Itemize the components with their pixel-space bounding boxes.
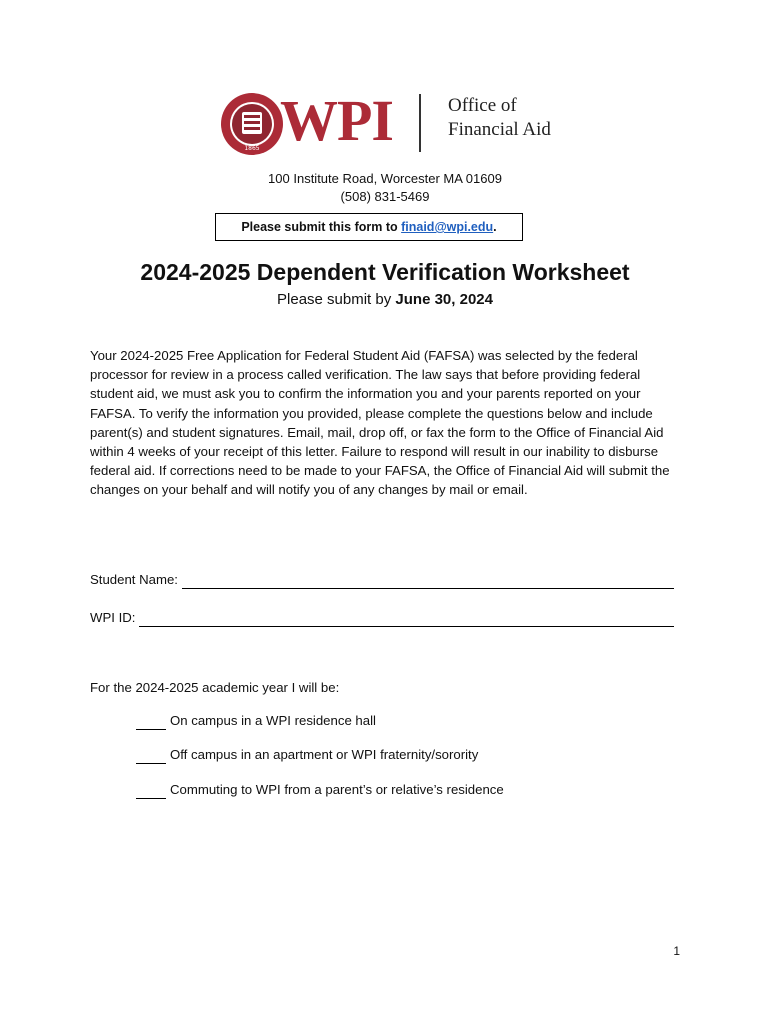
housing-option-blank[interactable] bbox=[136, 784, 166, 799]
deadline-date: June 30, 2024 bbox=[395, 291, 493, 308]
housing-option-label: On campus in a WPI residence hall bbox=[170, 713, 376, 728]
body-paragraph: Your 2024-2025 Free Application for Federal Student Aid (FAFSA) was selected by the federal processor for review in a process called verification. The law says that before providing federal student aid, we must ask you to confirm the information you and your parents reported on your FAFSA. To verify the information you provided, please complete the questions below and include parent(s) and student signatures. Email, mail, drop off, or fax the form to the Office of Financial Aid within 4 weeks of your receipt of this letter. Failure to respond will result in our inability to disburse federal aid. If corrections need to be made to your FAFSA, the Office of Financial Aid will submit the changes on your behalf and will notify you of any changes by mail or email. bbox=[90, 348, 670, 498]
svg-text:1865: 1865 bbox=[244, 145, 260, 152]
housing-option-blank[interactable] bbox=[136, 749, 166, 764]
address-block bbox=[0, 170, 770, 206]
submit-notice-box bbox=[215, 213, 523, 241]
header-divider bbox=[419, 94, 421, 152]
housing-question: For the 2024-2025 academic year I will be: bbox=[90, 680, 340, 695]
wpi-wordmark: WPI bbox=[280, 88, 393, 153]
submit-notice-suffix: . bbox=[493, 220, 497, 234]
housing-option bbox=[136, 746, 478, 764]
office-name bbox=[448, 94, 551, 142]
housing-option-label: Commuting to WPI from a parent’s or relative’s residence bbox=[170, 782, 504, 797]
wpi-id-label: WPI ID: bbox=[90, 610, 136, 625]
office-line-1: Office of bbox=[448, 95, 517, 116]
housing-option-blank[interactable] bbox=[136, 715, 166, 730]
address-line: 100 Institute Road, Worcester MA 01609 bbox=[268, 171, 502, 186]
submit-notice-text: Please submit this form to bbox=[241, 220, 402, 234]
wpi-id-row bbox=[90, 609, 674, 627]
wpi-seal-logo bbox=[220, 92, 284, 156]
office-line-2: Financial Aid bbox=[448, 119, 551, 140]
phone-line: (508) 831-5469 bbox=[340, 189, 430, 204]
page-subtitle bbox=[0, 289, 770, 311]
student-name-field[interactable] bbox=[182, 574, 674, 589]
subtitle-prefix: Please submit by bbox=[277, 291, 396, 308]
page-title: 2024-2025 Dependent Verification Worksheet bbox=[140, 259, 630, 285]
housing-option bbox=[136, 712, 376, 730]
housing-option bbox=[136, 781, 504, 799]
wpi-id-field[interactable] bbox=[139, 612, 674, 627]
email-link[interactable]: finaid@wpi.edu bbox=[401, 220, 494, 234]
student-name-label: Student Name: bbox=[90, 572, 178, 587]
student-name-row bbox=[90, 571, 674, 589]
page-number: 1 bbox=[673, 944, 680, 958]
housing-option-label: Off campus in an apartment or WPI fraternity/sorority bbox=[170, 747, 479, 762]
